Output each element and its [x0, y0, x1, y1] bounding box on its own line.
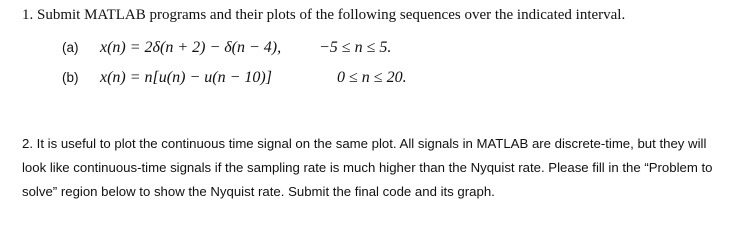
part-a-range: −5 ≤ n ≤ 5.	[319, 39, 392, 56]
question-1-title: 1. Submit MATLAB programs and their plots of the following sequences over the indicated interval.	[22, 7, 626, 23]
question-2-paragraph: 2. It is useful to plot the continuous time signal on the same plot. All signals in MATLAB are discrete-time, but they will look like continuous-time signals if the sampling rate is much higher than the Nyquist rate. Please fill in the “Problem to solve” region below to show the Nyquist rate. Submit the final code and its graph.	[22, 136, 713, 199]
part-b-equation: x(n) = n[u(n) − u(n − 10)]	[100, 69, 272, 86]
part-b-label: (b)	[62, 70, 79, 85]
part-a-label: (a)	[62, 40, 79, 55]
part-a-equation: x(n) = 2δ(n + 2) − δ(n − 4),	[100, 39, 282, 56]
part-b-range: 0 ≤ n ≤ 20.	[337, 69, 407, 86]
